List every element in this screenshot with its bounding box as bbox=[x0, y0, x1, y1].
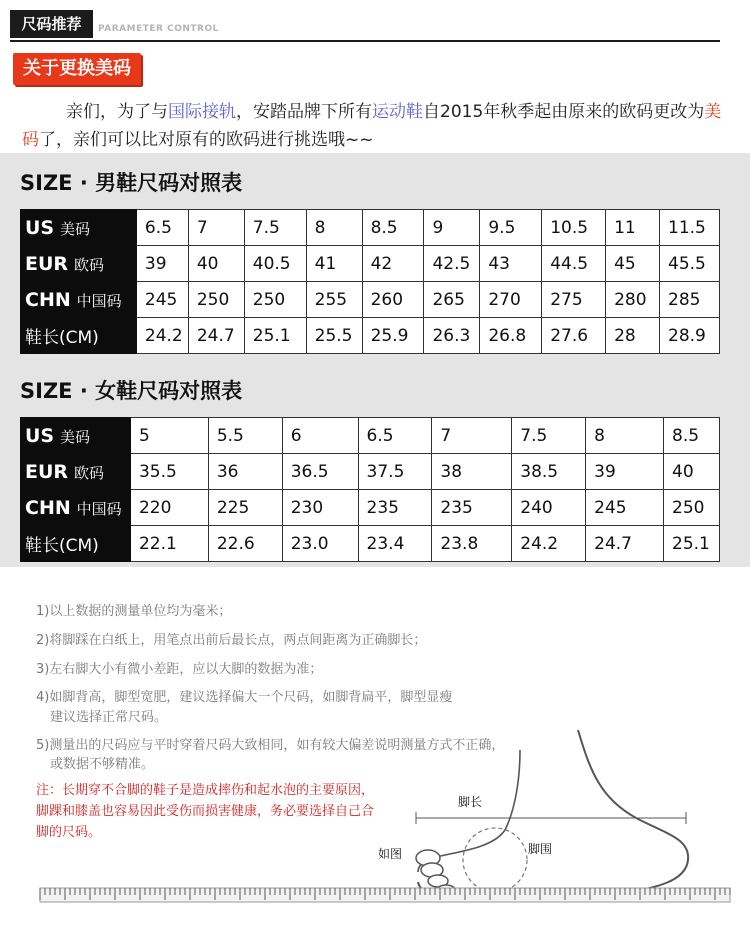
size-cell: 25.1 bbox=[664, 526, 720, 562]
size-row bbox=[21, 526, 720, 562]
size-cell: 44.5 bbox=[542, 246, 606, 282]
as-shown-label: 如图 bbox=[378, 847, 403, 861]
row-label bbox=[21, 318, 137, 354]
row-label bbox=[21, 282, 137, 318]
size-cell: 8.5 bbox=[362, 210, 424, 246]
size-cell: 45 bbox=[606, 246, 660, 282]
row-label bbox=[21, 210, 137, 246]
note-2: 2)将脚踩在白纸上，用笔点出前后最长点，两点间距离为正确脚长； bbox=[36, 633, 427, 648]
intro-text-3: 自2015年秋季起由原来的欧码更改为 bbox=[423, 102, 705, 122]
size-cell: 25.1 bbox=[244, 318, 306, 354]
size-cell: 235 bbox=[432, 490, 512, 526]
size-cell: 42.5 bbox=[424, 246, 480, 282]
intro-text-4: 了，亲们可以比对原有的欧码进行挑选哦~~ bbox=[39, 130, 374, 150]
row-label-code: CHN bbox=[25, 288, 71, 311]
women-chart-title: SIZE · 女鞋尺码对照表 bbox=[20, 379, 243, 403]
men-title-text: 男鞋尺码对照表 bbox=[95, 171, 243, 195]
size-cell: 280 bbox=[606, 282, 660, 318]
size-cell: 250 bbox=[664, 490, 720, 526]
size-cell: 23.0 bbox=[282, 526, 358, 562]
size-row bbox=[21, 418, 720, 454]
size-cell: 8.5 bbox=[664, 418, 720, 454]
note-5: 5)测量出的尺码应与平时穿着尺码大致相同，如有较大偏差说明测量方式不正确， bbox=[36, 738, 505, 753]
men-title-size: SIZE bbox=[20, 171, 73, 195]
size-cell: 9.5 bbox=[480, 210, 542, 246]
intro-highlight-3: 美码 bbox=[22, 102, 722, 150]
row-label bbox=[21, 526, 131, 562]
size-cell: 24.7 bbox=[188, 318, 244, 354]
size-cell: 260 bbox=[362, 282, 424, 318]
size-cell: 26.3 bbox=[424, 318, 480, 354]
size-cell: 270 bbox=[480, 282, 542, 318]
size-cell: 22.1 bbox=[130, 526, 208, 562]
row-label-name: 中国码 bbox=[76, 499, 122, 518]
size-cell: 11.5 bbox=[660, 210, 720, 246]
size-cell: 38.5 bbox=[512, 454, 586, 490]
men-size-table bbox=[20, 209, 720, 354]
size-cell: 39 bbox=[136, 246, 188, 282]
row-label-name: 中国码 bbox=[76, 291, 122, 310]
size-cell: 7 bbox=[432, 418, 512, 454]
size-cell: 28.9 bbox=[660, 318, 720, 354]
foot-girth-label: 脚围 bbox=[528, 842, 553, 856]
women-title-text: 女鞋尺码对照表 bbox=[95, 379, 243, 403]
size-cell: 22.6 bbox=[208, 526, 282, 562]
men-chart-title: SIZE · 男鞋尺码对照表 bbox=[20, 171, 243, 195]
page-header bbox=[10, 4, 720, 44]
size-cell: 250 bbox=[244, 282, 306, 318]
women-title-size: SIZE bbox=[20, 379, 73, 403]
row-label-name: 欧码 bbox=[73, 255, 104, 274]
size-cell: 230 bbox=[282, 490, 358, 526]
size-cell: 41 bbox=[306, 246, 362, 282]
size-cell: 36 bbox=[208, 454, 282, 490]
size-cell: 40 bbox=[188, 246, 244, 282]
size-row bbox=[21, 490, 720, 526]
row-label-name: 鞋长(CM) bbox=[25, 536, 99, 556]
size-cell: 220 bbox=[130, 490, 208, 526]
row-label-name: 美码 bbox=[60, 427, 91, 446]
note-3: 3)左右脚大小有微小差距，应以大脚的数据为准； bbox=[36, 662, 323, 677]
size-cell: 7.5 bbox=[244, 210, 306, 246]
size-cell: 240 bbox=[512, 490, 586, 526]
size-cell: 5.5 bbox=[208, 418, 282, 454]
row-label-name: 欧码 bbox=[73, 463, 104, 482]
size-cell: 38 bbox=[432, 454, 512, 490]
size-cell: 37.5 bbox=[358, 454, 432, 490]
intro-highlight-1: 国际接轨 bbox=[168, 102, 236, 122]
size-cell: 28 bbox=[606, 318, 660, 354]
size-cell: 7.5 bbox=[512, 418, 586, 454]
note-4-cont: 建议选择正常尺码。 bbox=[50, 710, 168, 725]
size-cell: 275 bbox=[542, 282, 606, 318]
size-cell: 42 bbox=[362, 246, 424, 282]
size-cell: 25.5 bbox=[306, 318, 362, 354]
row-label-code: US bbox=[25, 424, 55, 447]
women-size-table bbox=[20, 417, 720, 562]
row-label bbox=[21, 454, 131, 490]
note-5-cont: 或数据不够精准。 bbox=[50, 757, 155, 772]
size-cell: 43 bbox=[480, 246, 542, 282]
row-label-name: 鞋长(CM) bbox=[25, 328, 99, 348]
row-label-code: US bbox=[25, 216, 55, 239]
size-row bbox=[21, 318, 720, 354]
size-cell: 35.5 bbox=[130, 454, 208, 490]
note-1: 1)以上数据的测量单位均为毫米； bbox=[36, 604, 232, 619]
size-cell: 225 bbox=[208, 490, 282, 526]
header-subtitle: PARAMETER CONTROL bbox=[98, 24, 219, 34]
size-cell: 25.9 bbox=[362, 318, 424, 354]
size-cell: 26.8 bbox=[480, 318, 542, 354]
size-cell: 6.5 bbox=[358, 418, 432, 454]
size-row bbox=[21, 246, 720, 282]
size-cell: 24.2 bbox=[136, 318, 188, 354]
size-cell: 5 bbox=[130, 418, 208, 454]
size-cell: 24.2 bbox=[512, 526, 586, 562]
intro-highlight-2: 运动鞋 bbox=[372, 102, 423, 122]
header-divider bbox=[10, 40, 720, 42]
size-cell: 6.5 bbox=[136, 210, 188, 246]
size-cell: 7 bbox=[188, 210, 244, 246]
warning-text: 注：长期穿不合脚的鞋子是造成摔伤和起水泡的主要原因，脚踝和膝盖也容易因此受伤而损害健康，务必要选择自己合脚的尺码。 bbox=[36, 783, 375, 840]
size-cell: 285 bbox=[660, 282, 720, 318]
header-tag: 尺码推荐 bbox=[10, 10, 93, 38]
size-cell: 250 bbox=[188, 282, 244, 318]
size-cell: 6 bbox=[282, 418, 358, 454]
size-cell: 39 bbox=[586, 454, 664, 490]
size-cell: 11 bbox=[606, 210, 660, 246]
size-cell: 9 bbox=[424, 210, 480, 246]
size-cell: 265 bbox=[424, 282, 480, 318]
size-chart-panel bbox=[0, 153, 750, 567]
intro-text-2: ，安踏品牌下所有 bbox=[236, 102, 372, 122]
size-cell: 40.5 bbox=[244, 246, 306, 282]
intro-paragraph bbox=[22, 98, 722, 154]
section-tag: 关于更换美码 bbox=[13, 53, 141, 85]
size-cell: 27.6 bbox=[542, 318, 606, 354]
size-cell: 255 bbox=[306, 282, 362, 318]
size-cell: 45.5 bbox=[660, 246, 720, 282]
intro-text-1: 亲们，为了与 bbox=[66, 102, 168, 122]
row-label-code: EUR bbox=[25, 252, 69, 275]
row-label bbox=[21, 418, 131, 454]
row-label bbox=[21, 246, 137, 282]
size-cell: 23.8 bbox=[432, 526, 512, 562]
size-cell: 36.5 bbox=[282, 454, 358, 490]
size-row bbox=[21, 454, 720, 490]
row-label-code: EUR bbox=[25, 460, 69, 483]
row-label-code: CHN bbox=[25, 496, 71, 519]
note-4: 4)如脚背高，脚型宽肥，建议选择偏大一个尺码，如脚背扁平，脚型显瘦 bbox=[36, 690, 453, 705]
size-row bbox=[21, 282, 720, 318]
size-cell: 24.7 bbox=[586, 526, 664, 562]
size-cell: 8 bbox=[306, 210, 362, 246]
size-row bbox=[21, 210, 720, 246]
size-cell: 10.5 bbox=[542, 210, 606, 246]
size-cell: 245 bbox=[136, 282, 188, 318]
foot-length-label: 脚长 bbox=[458, 795, 483, 809]
size-cell: 40 bbox=[664, 454, 720, 490]
row-label-name: 美码 bbox=[60, 219, 91, 238]
row-label bbox=[21, 490, 131, 526]
size-cell: 23.4 bbox=[358, 526, 432, 562]
size-cell: 235 bbox=[358, 490, 432, 526]
size-cell: 8 bbox=[586, 418, 664, 454]
size-cell: 245 bbox=[586, 490, 664, 526]
